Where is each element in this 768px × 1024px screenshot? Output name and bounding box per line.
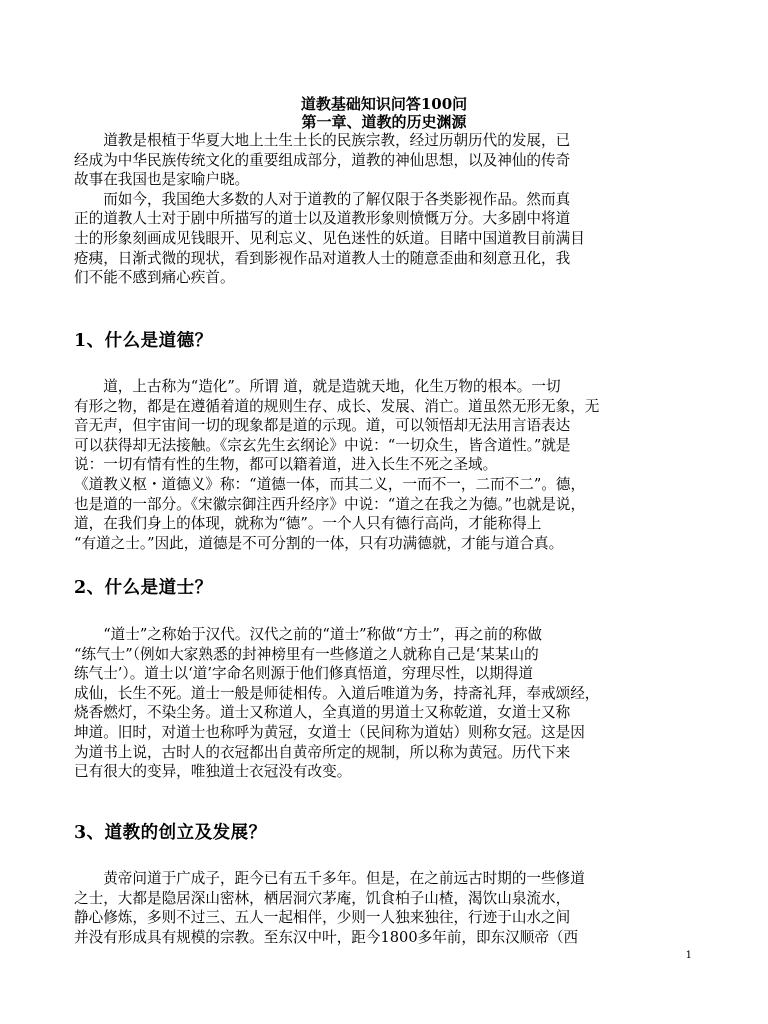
text-line: 有形之物，都是在遵循着道的规则生存、成长、发展、消亡。道虽然无形无象，无 [74,397,600,415]
text-line: 坤道。旧时，对道士也称呼为黄冠，女道士（民间称为道姑）则称女冠。这是因 [74,723,585,741]
text-line: 正的道教人士对于剧中所描写的道士以及道教形象则愤慨万分。大多剧中将道 [74,210,571,228]
text-line: 为道书上说，古时人的衣冠都出自黄帝所定的规制，所以称为黄冠。历代下来 [74,743,571,761]
text-line: 之士，大都是隐居深山密林，栖居洞穴茅庵，饥食柏子山楂，渴饮山泉流水， [74,889,571,907]
text-line: 烧香燃灯，不染尘务。道士又称道人，全真道的男道士又称乾道，女道士又称 [74,704,571,722]
text-line: 道，上古称为“造化”。所谓 道，就是造就天地，化生万物的根本。一切 [74,378,561,395]
text-line: 黄帝问道于广成子，距今已有五千多年。但是，在之前远古时期的一些修道 [74,870,585,887]
text-line: 说：一切有情有性的生物，都可以籍着道，进入长生不死之圣域。 [74,456,498,474]
section-heading: 2、什么是道士？ [74,578,213,598]
section-paragraph [74,869,698,947]
text-line: 经成为中华民族传统文化的重要组成部分，道教的神仙思想，以及神仙的传奇 [74,151,571,169]
text-line: 而如今，我国绝大多数的人对于道教的了解仅限于各类影视作品。然而真 [74,190,571,208]
text-line: 道，在我们身上的体现，就称为“德”。一个人只有德行高尚，才能称得上 [74,515,542,533]
section-heading: 3、道教的创立及发展？ [74,823,267,843]
page-number: 1 [685,950,692,961]
text-line: 故事在我国也是家喻户晓。 [74,171,250,189]
text-line: 并没有形成具有规模的宗教。至东汉中叶，距今1800多年前，即东汉顺帝（西 [74,928,579,946]
text-line: “有道之士。”因此，道德是不可分割的一体，只有功满德就，才能与道合真。 [74,534,564,552]
text-line: 道教是根植于华夏大地上土生土长的民族宗教，经过历朝历代的发展，已 [74,132,571,149]
intro-paragraph [74,131,698,288]
text-line: 音无声，但宇宙间一切的现象都是道的示现。道，可以领悟却无法用言语表达 [74,417,571,435]
text-line: 练气士’）。道士以‘道’字命名则源于他们修真悟道，穷理尽性，以期得道 [74,665,534,683]
text-line: 疮痍，日渐式微的现状，看到影视作品对道教人士的随意歪曲和刻意丑化，我 [74,249,571,267]
section-paragraph [74,377,698,553]
text-line: 《道教义枢・道德义》称：“道德一体，而其二义，一而不一，二而不二”。德， [74,475,586,493]
text-line: “练气士”（例如大家熟悉的封神榜里有一些修道之人就称自己是‘某某山的 [74,645,539,663]
text-line: 已有很大的变异，唯独道士衣冠没有改变。 [74,763,352,781]
text-line: 们不能不感到痛心疾首。 [74,269,235,287]
text-line: 静心修炼，多则不过三、五人一起相伴，少则一人独来独往，行迹于山水之间 [74,909,571,927]
text-line: 可以获得却无法接触。《宗玄先生玄纲论》中说：“一切众生，皆含道性。”就是 [74,436,571,454]
text-line: 也是道的一部分。《宋徽宗御注西升经序》中说：“道之在我之为德。”也就是说， [74,495,586,513]
text-line: 士的形象刻画成见钱眼开、见利忘义、见色迷性的妖道。目睹中国道教目前满目 [74,229,585,247]
chapter-title: 第一章、道教的历史渊源 [301,113,467,131]
text-line: “道士”之称始于汉代。汉代之前的“道士”称做“方士”，再之前的称做 [74,626,542,643]
text-line: 成仙，长生不死。道士一般是师徒相传。入道后唯道为务，持斋礼拜，奉戒颂经， [74,684,600,702]
document-title: 道教基础知识问答100问 [300,95,468,113]
section-paragraph [74,625,698,782]
section-heading: 1、什么是道德？ [74,331,213,351]
